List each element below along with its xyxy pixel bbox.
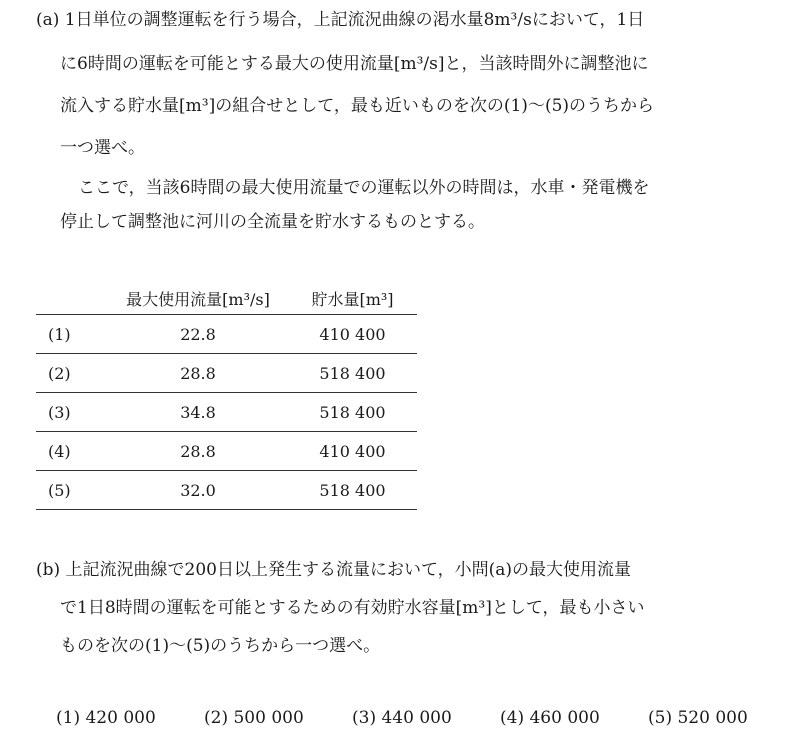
max-flow-value: 28.8 <box>108 432 288 471</box>
choice-number: (2) <box>36 354 108 393</box>
part-b-line: (b) 上記流況曲線で200日以上発生する流量において，小問(a)の最大使用流量 <box>36 560 632 580</box>
part-a-line: ここで，当該6時間の最大使用流量での運転以外の時間は，水車・発電機を <box>78 178 650 198</box>
part-b-options <box>56 708 776 734</box>
table-row <box>36 354 417 393</box>
part-a-line: 一つ選べ。 <box>60 138 145 158</box>
choice-number: (3) <box>36 393 108 432</box>
answer-table <box>36 282 417 510</box>
table-header-storage: 貯水量[m³] <box>311 289 394 309</box>
table-row <box>36 471 417 510</box>
storage-value: 410 400 <box>288 315 417 354</box>
choice-number: (4) <box>36 432 108 471</box>
table-row <box>36 393 417 432</box>
option-2: (2) 500 000 <box>204 708 304 728</box>
storage-value: 518 400 <box>288 393 417 432</box>
part-b-line: ものを次の(1)～(5)のうちから一つ選べ。 <box>60 636 381 656</box>
part-a-line: 流入する貯水量[m³]の組合せとして，最も近いものを次の(1)～(5)のうちから <box>60 96 655 116</box>
max-flow-value: 22.8 <box>108 315 288 354</box>
part-a-line: (a) 1日単位の調整運転を行う場合，上記流況曲線の渇水量8m³/sにおいて，1日 <box>36 10 645 30</box>
option-5: (5) 520 000 <box>648 708 748 728</box>
storage-value: 410 400 <box>288 432 417 471</box>
max-flow-value: 28.8 <box>108 354 288 393</box>
option-3: (3) 440 000 <box>352 708 452 728</box>
storage-value: 518 400 <box>288 354 417 393</box>
max-flow-value: 34.8 <box>108 393 288 432</box>
table-header-number <box>36 282 108 315</box>
option-4: (4) 460 000 <box>500 708 600 728</box>
table-header-row <box>36 282 417 315</box>
table-row <box>36 315 417 354</box>
part-b-line: で1日8時間の運転を可能とするための有効貯水容量[m³]として，最も小さい <box>60 598 645 618</box>
choice-number: (1) <box>36 315 108 354</box>
choice-number: (5) <box>36 471 108 510</box>
table-row <box>36 432 417 471</box>
part-a-line: に6時間の運転を可能とする最大の使用流量[m³/s]と，当該時間外に調整池に <box>60 54 649 74</box>
table-header-max-flow: 最大使用流量[m³/s] <box>126 289 270 309</box>
storage-value: 518 400 <box>288 471 417 510</box>
part-a-line: 停止して調整池に河川の全流量を貯水するものとする。 <box>60 212 485 232</box>
option-1: (1) 420 000 <box>56 708 156 728</box>
max-flow-value: 32.0 <box>108 471 288 510</box>
